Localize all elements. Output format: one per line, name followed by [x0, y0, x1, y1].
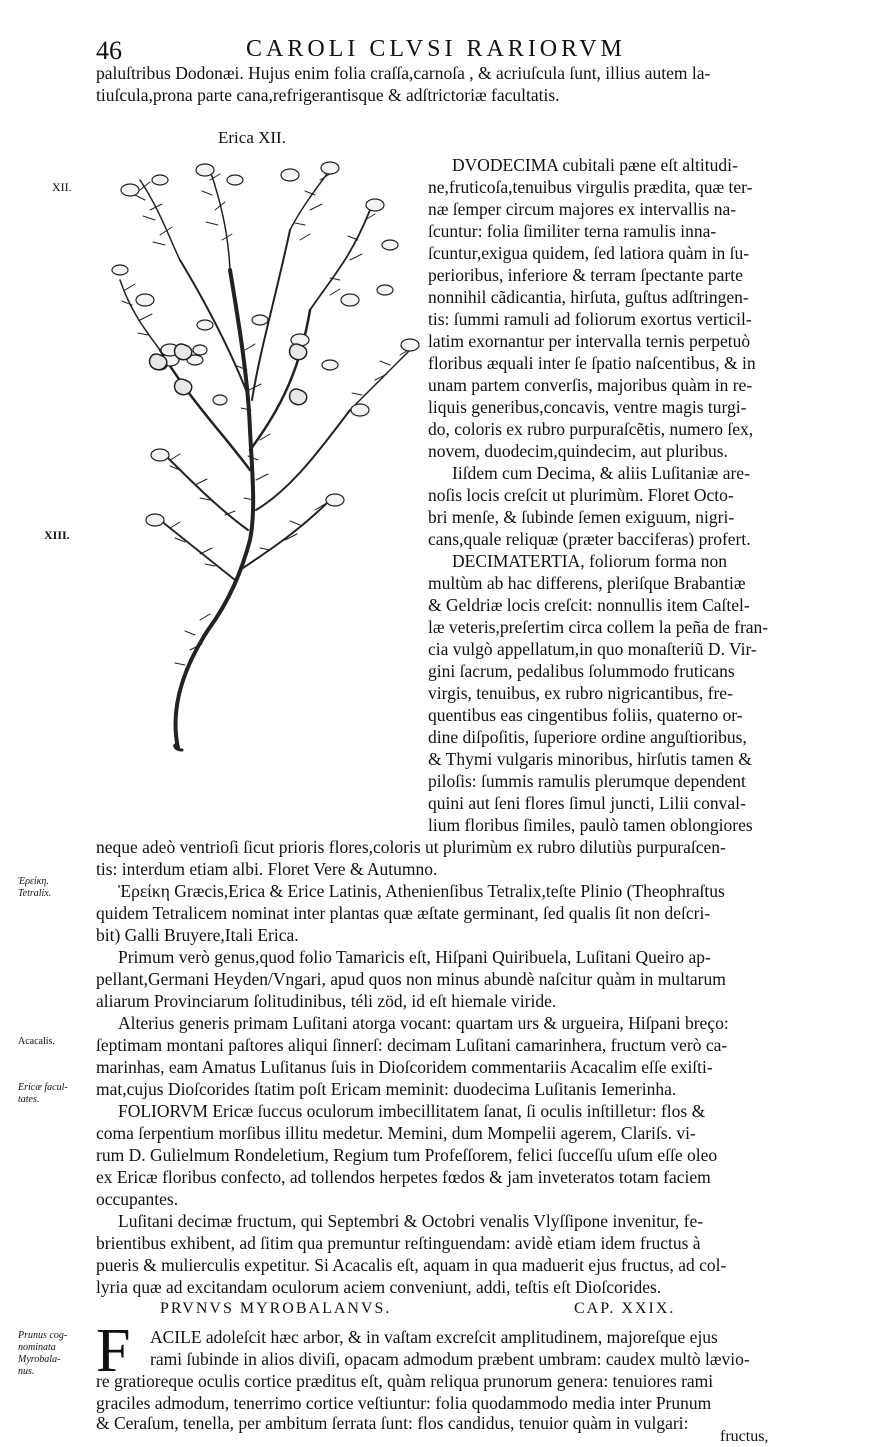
text-line: pellant,Germani Heyden/Vngari, apud quos non minus abundè naſcitur quàm in multarum	[96, 969, 726, 989]
erica-woodcut-illustration	[100, 150, 430, 760]
text-line: Iiſdem cum Decima, & aliis Luſitaniæ are-	[452, 463, 750, 483]
text-line: quidem Tetralicem nominat inter plantas quæ æſtate germinant, ſed qualis ſit non deſcri-	[96, 903, 711, 923]
text-line: pueris & mulierculis expetitur. Si Acacalis eſt, aquam in qua maduerit ejus fructus, ad col-	[96, 1255, 727, 1275]
text-line: ne,fruticoſa,tenuibus virgulis prædita, quæ ter-	[428, 177, 753, 197]
text-line: gini ſacrum, pedalibus ſolummodo fruticans	[428, 661, 735, 681]
text-line: tis: ſummi ramuli ad foliorum exortus verticil-	[428, 309, 752, 329]
text-line: bit) Galli Bruyere,Itali Erica.	[96, 925, 299, 945]
drop-cap: F	[96, 1317, 131, 1385]
margin-note-line: Tetralix.	[18, 888, 52, 899]
margin-note-line: nus.	[18, 1366, 35, 1377]
section-title: PRVNVS MYROBALANVS.	[160, 1300, 392, 1317]
text-line: neque adeò ventrioſi ſicut prioris flores,coloris ut plurimùm ex rubro dilutiùs purpuraſcen-	[96, 837, 726, 857]
margin-note-tetralix	[18, 876, 51, 900]
text-line: & Ceraſum, tenella, per ambitum ſerrata ſunt: flos candidus, tenuior quàm in vulgari:	[96, 1413, 689, 1433]
chapter-number: CAP. XXIX.	[574, 1300, 676, 1317]
text-line: cans,quale reliquæ (præter bacciferas) profert.	[428, 529, 751, 549]
figure-label-xiii: XIII.	[44, 528, 70, 542]
margin-note-line: Prunus cog-	[18, 1330, 68, 1341]
text-line: mat,cujus Dioſcorides ſtatim poſt Ericam meminit: duodecima Luſitanis Iemerinha.	[96, 1079, 677, 1099]
text-line: Primum verò genus,quod folio Tamaricis eſt, Hiſpani Quiribuela, Luſitani Queiro ap-	[118, 947, 711, 967]
text-line: bri menſe, & ſubinde ſemen exiguum, nigri-	[428, 507, 735, 527]
text-line: graciles admodum, tenerrimo cortice veſtiuntur: folia quodammodo media inter Prunum	[96, 1393, 712, 1413]
text-line: DVODECIMA cubitali pæne eſt altitudi-	[452, 155, 738, 175]
catchword: fructus,	[720, 1428, 769, 1445]
text-line: liquis generibus,concavis, ventre magis turgi-	[428, 397, 747, 417]
text-line: FOLIORVM Ericæ ſuccus oculorum imbecillitatem ſanat, ſi oculis inſtilletur: flos &	[118, 1101, 706, 1121]
margin-note-line: tates.	[18, 1094, 40, 1105]
text-line: coma ſerpentium morſibus illitu medetur. Memini, dum Mompelii agerem, Clariſs. vi-	[96, 1123, 696, 1143]
margin-note-acacalis: Acacalis.	[18, 1036, 55, 1047]
text-line: paluſtribus Dodonæi. Hujus enim folia craſſa,carnoſa , & acriuſcula ſunt, illius autem la-	[96, 63, 711, 83]
margin-note-prunus	[18, 1330, 67, 1378]
text-line: DECIMATERTIA, foliorum forma non	[452, 551, 728, 571]
text-line: Alterius generis primam Luſitani atorga vocant: quartam urs & urgueira, Hiſpani breço:	[118, 1013, 729, 1033]
text-line: brientibus exhibent, ad ſitim qua premuntur reſtinguendam: avidè etiam idem fructus à	[96, 1233, 701, 1253]
text-line: ex Ericæ floribus confecto, ad tollendos herpetes fœdos & jam inveteratos totam faciem	[96, 1167, 711, 1187]
text-line: tis: interdum etiam albi. Floret Vere & Autumno.	[96, 859, 438, 879]
text-line: ſcuntur,exigua quidem, ſed latiora quàm in ſu-	[428, 243, 750, 263]
text-line: Luſitani decimæ fructum, qui Septembri & Octobri venalis Vlyſſipone invenitur, fe-	[118, 1211, 704, 1231]
text-line: ACILE adoleſcit hæc arbor, & in vaſtam excreſcit amplitudinem, majoreſque ejus	[150, 1327, 718, 1347]
text-line: re gratioreque oculis cortice præditus eſt, quàm reliqua prunorum genera: tenuiores rami	[96, 1371, 714, 1391]
text-line: floribus æquali inter ſe ſpatio naſcentibus, & in	[428, 353, 756, 373]
text-line: ſcuntur: folia ſimiliter terna ramulis inna-	[428, 221, 717, 241]
text-line: & Geldriæ locis creſcit: nonnullis item Caſtel-	[428, 595, 750, 615]
margin-note-line: Ἐρείκη.	[18, 876, 49, 887]
text-line: aliarum Provinciarum ſolitudinibus, téli zöd, id eſt hiemale viride.	[96, 991, 557, 1011]
figure-label-xii: XII.	[52, 180, 72, 194]
text-line: rami ſubinde in alios diviſi, opacam admodum præbent umbram: caudex multò lævio-	[150, 1349, 750, 1369]
text-line: virgis, tenuibus, ex rubro nigricantibus, fre-	[428, 683, 733, 703]
text-line: do, coloris ex rubro purpuraſcẽtis, numero ſex,	[428, 419, 754, 439]
margin-note-line: Ericæ facul-	[18, 1082, 68, 1093]
text-line: perioribus, inferiore & terram ſpectante parte	[428, 265, 743, 285]
text-line: tiuſcula,prona parte cana,refrigerantisque & adſtrictoriæ facultatis.	[96, 85, 560, 105]
text-line: lyria quæ ad excitandam oculorum aciem conveniunt, addi, teſtis eſt Dioſcorides.	[96, 1277, 662, 1297]
text-line: & Thymi vulgaris minoribus, hirſutis tamen &	[428, 749, 752, 769]
text-line: ſeptimam montani paſtores aliqui ſinnerſ: decimam Luſitani camarinhera, fructum verò ca-	[96, 1035, 728, 1055]
text-line: quini aut ſeni flores ſimul juncti, Lilii conval-	[428, 793, 746, 813]
text-line: dine diſpoſitis, ſuperiore ordine anguſtioribus,	[428, 727, 747, 747]
text-line: næ ſemper circum majores ex intervallis na-	[428, 199, 737, 219]
text-line: occupantes.	[96, 1189, 179, 1209]
text-line: latim exornantur per intervalla ternis perpetuò	[428, 331, 751, 351]
text-line: marinhas, eam Amatus Luſitanus ſuis in Dioſcoridem commentariis Acacalim eſſe exiſti-	[96, 1057, 713, 1077]
text-line: noſis locis creſcit ut plurimùm. Floret Octo-	[428, 485, 734, 505]
margin-note-facultates	[18, 1082, 68, 1106]
text-line: multùm ab hac differens, pleriſque Brabantiæ	[428, 573, 746, 593]
text-line: nonnihil cãdicantia, hirſuta, guſtus adſtringen-	[428, 287, 749, 307]
text-line: piloſis: ſummis ramulis plerumque dependent	[428, 771, 746, 791]
text-line: novem, duodecim,quindecim, aut pluribus.	[428, 441, 728, 461]
text-line: rum D. Gulielmum Rondeletium, Regium tum Profeſſorem, felici ſucceſſu uſum eſſe oleo	[96, 1145, 718, 1165]
running-title: CAROLI CLVSI RARIORVM	[246, 36, 626, 62]
text-line: unam partem converſis, majoribus quàm in re-	[428, 375, 753, 395]
text-line: lium floribus ſimiles, paulò tamen oblongiores	[428, 815, 753, 835]
text-line: læ veteris,preſertim circa collem la peña de fran-	[428, 617, 769, 637]
page-number: 46	[96, 36, 122, 65]
margin-note-line: nominata	[18, 1342, 56, 1353]
text-line: cia vulgò appellatum,in quo monaſteriũ D. Vir-	[428, 639, 757, 659]
margin-note-line: Myrobala-	[18, 1354, 61, 1365]
text-line: Ἐρείκη Græcis,Erica & Erice Latinis, Athenienſibus Tetralix,teſte Plinio (Theophraſtus	[118, 881, 725, 901]
text-line: quentibus eas cingentibus foliis, quaterno or-	[428, 705, 743, 725]
figure-caption: Erica XII.	[218, 128, 286, 147]
